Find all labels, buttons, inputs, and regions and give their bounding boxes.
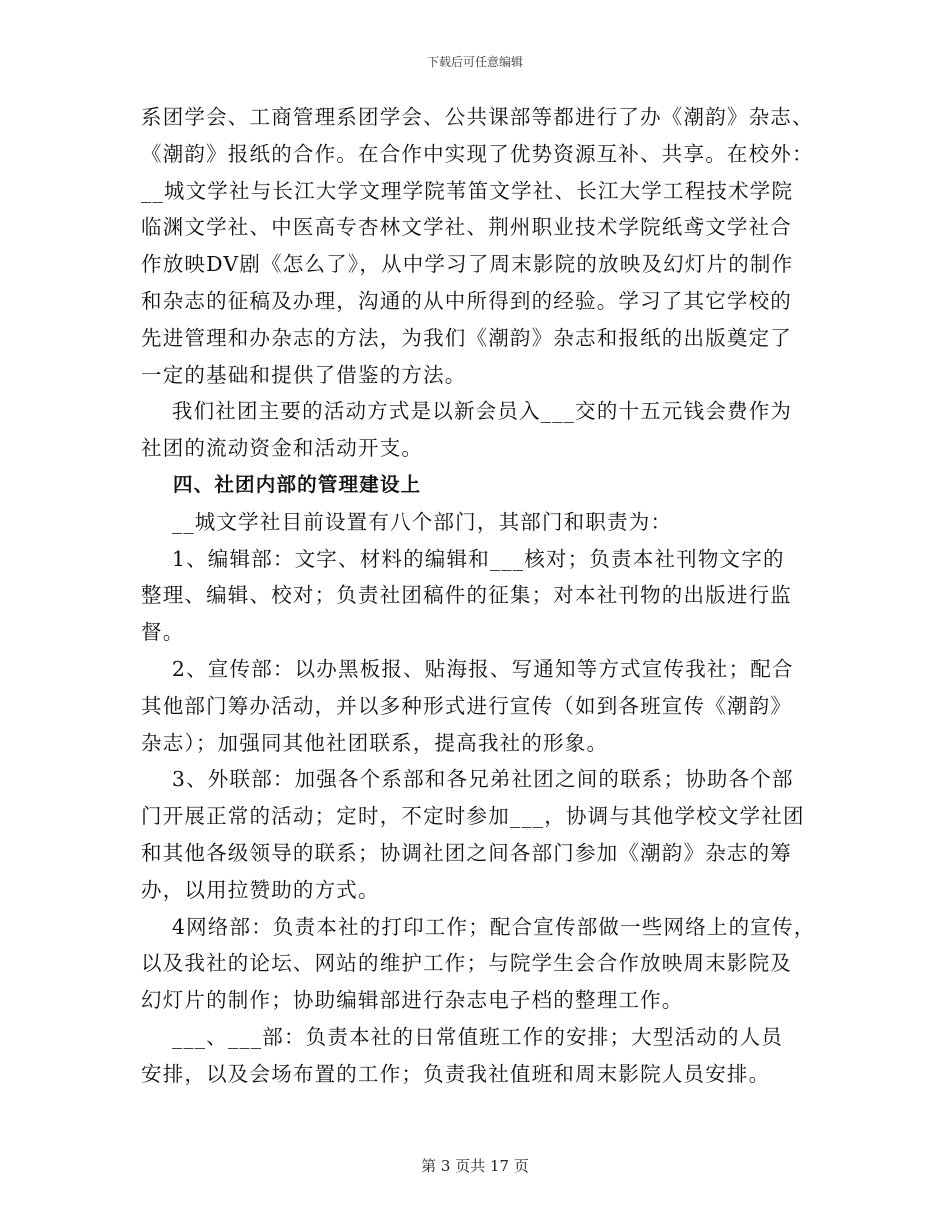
header-note: 下载后可任意编辑 <box>426 55 523 69</box>
text-line: 安排，以及会场布置的工作；负责我社值班和周末影院人员安排。 <box>141 1061 771 1086</box>
text-line: 系团学会、工商管理系团学会、公共课部等都进行了办《潮韵》杂志、 <box>141 105 814 129</box>
text-line: 我们社团主要的活动方式是以新会员入___交的十五元钱会费作为 <box>141 399 793 424</box>
text-line: 整理、编辑、校对；负责社团稿件的征集；对本社刊物的出版进行监 <box>141 583 792 608</box>
text-line: 3、外联部：加强各个系部和各兄弟社团之间的联系；协助各个部 <box>141 767 794 792</box>
text-line: __城文学社与长江大学文理学院苇笛文学社、长江大学工程技术学院 <box>141 178 794 203</box>
text-line: 以及我社的论坛、网站的维护工作；与院学生会合作放映周末影院及 <box>141 951 792 976</box>
text-line: 2、宣传部：以办黑板报、贴海报、写通知等方式宣传我社；配合 <box>141 656 794 681</box>
text-line: 《潮韵》报纸的合作。在合作中实现了优势资源互补、共享。在校外： <box>141 141 814 166</box>
text-line: 4网络部：负责本社的打印工作；配合宣传部做一些网络上的宣传， <box>141 914 816 939</box>
document-body <box>141 99 821 1093</box>
text-line: 和其他各级领导的联系；协调社团之间各部门参加《潮韵》杂志的筹 <box>141 840 792 865</box>
text-line: 先进管理和办杂志的方法，为我们《潮韵》杂志和报纸的出版奠定了 <box>141 325 792 350</box>
text-line: 作放映DV剧《怎么了》，从中学习了周末影院的放映及幻灯片的制作 <box>141 252 794 277</box>
text-line: __城文学社目前设置有八个部门，其部门和职责为： <box>141 509 673 534</box>
page-number: 第 3 页共 17 页 <box>421 1157 529 1175</box>
section-heading: 四、社团内部的管理建设上 <box>141 472 422 496</box>
text-line: 社团的流动资金和活动开支。 <box>141 436 424 461</box>
text-line: 杂志）；加强同其他社团联系，提高我社的形象。 <box>141 730 609 755</box>
text-line: 门开展正常的活动；定时，不定时参加___，协调与其他学校文学社团 <box>141 804 805 829</box>
text-line: 1、编辑部：文字、材料的编辑和___核对；负责本社刊物文字的 <box>141 546 785 571</box>
text-line: 和杂志的征稿及办理，沟通的从中所得到的经验。学习了其它学校的 <box>141 288 792 313</box>
text-line: 办，以用拉赞助的方式。 <box>141 877 380 902</box>
text-line: 一定的基础和提供了借鉴的方法。 <box>141 362 467 387</box>
text-line: ___、___部：负责本社的日常值班工作的安排；大型活动的人员 <box>141 1024 784 1049</box>
text-line: 其他部门筹办活动，并以多种形式进行宣传（如到各班宣传《潮韵》 <box>141 693 792 718</box>
text-line: 临渊文学社、中医高专杏林文学社、荆州职业技术学院纸鸢文学社合 <box>141 215 792 240</box>
text-line: 督。 <box>141 620 185 645</box>
text-line: 幻灯片的制作；协助编辑部进行杂志电子档的整理工作。 <box>141 988 684 1013</box>
